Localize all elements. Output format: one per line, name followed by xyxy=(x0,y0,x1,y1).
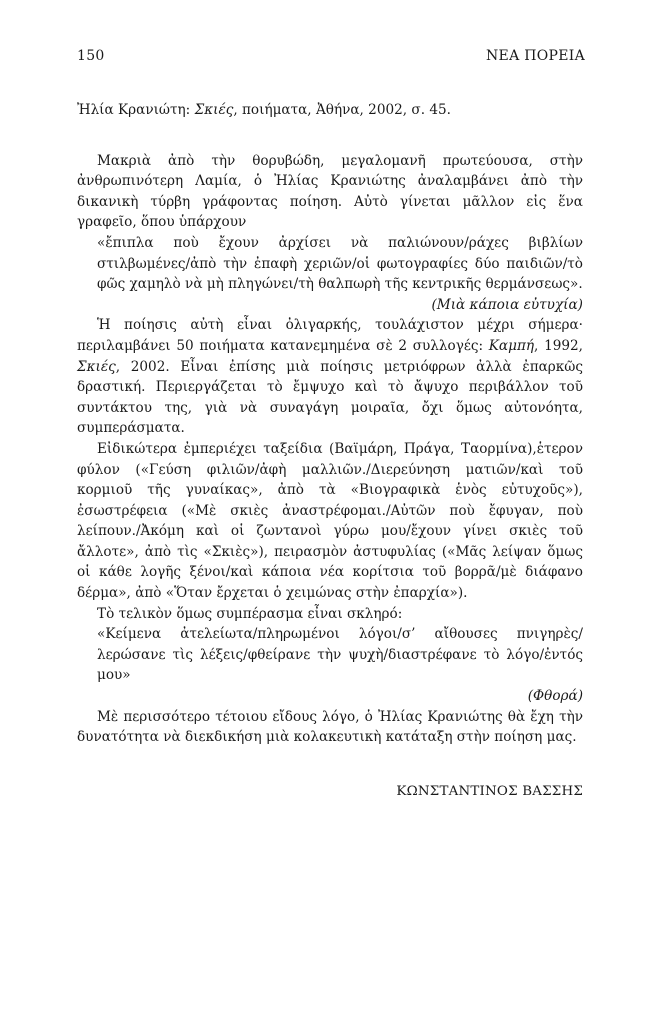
paragraph-closing: Μὲ περισσότερο τέτοιου εἴδους λόγο, ὁ Ἠλίας Κρανιώτης θὰ ἔχη τὴν δυνατότητα νὰ διεκδικήση μιὰ κολακευτικὴ κατάταξη στὴν ποίηση μας. xyxy=(77,708,583,746)
paragraph-conclusion-lead: Τὸ τελικὸν ὅμως συμπέρασμα εἶναι σκληρό: xyxy=(97,605,403,622)
collection-title-1: Καμπή xyxy=(488,337,535,354)
quote-1: «ἔπιπλα ποὺ ἔχουν ἀρχίσει νὰ παλιώνουν/ράχες βιβλίων στιλβωμένες/ἀπὸ τὴν ἐπαφὴ χεριῶν/οἱ φωτογραφίες δύο παιδιῶν/τὸ φῶς χαμηλὸ νὰ μὴ πληγώνει/τὴ θαλπωρὴ τῆς κεντρικῆς θερμάνσεως». xyxy=(97,234,583,293)
citation-title: Σκιές xyxy=(194,102,234,118)
paragraph-collections-text-a: Ἡ ποίησις αὐτὴ εἶναι ὀλιγαρκής, τουλάχιστον μέχρι σήμερα· περιλαμβάνει 50 ποιήματα κατανεμημένα σὲ 2 συλλογές: xyxy=(77,317,583,354)
citation-details: , ποιήματα, Ἀθήνα, 2002, σ. 45. xyxy=(233,102,451,118)
review-body xyxy=(77,100,583,802)
quote-1-source: (Μιὰ κάποια εὐτυχία) xyxy=(431,296,583,313)
book-citation xyxy=(77,100,583,121)
paragraph-themes: Εἰδικώτερα ἐμπεριέχει ταξείδια (Βαϊμάρη, Πράγα, Ταορμίνα),ἑτερον φύλον («Γεύση φιλιῶν/ἀφὴ μαλλιῶν./Διερεύνηση ματιῶν/καὶ τοῦ κορμιοῦ τῆς γυναίκας», ἀπὸ τὰ «Βιογραφικὰ ἑνὸς εὐτυχοῦς»), ἐσωστρέφεια («Μὲ σκιὲς ἀναστρέφομαι./Αὐτῶν ποὺ ἔφυγαν, ποὺ λείπουν./Ἀκόμη καὶ οἱ ζωντανοὶ γύρω μου/ἔχουν γίνει σκιὲς τοῦ ἄλλοτε», ἀπὸ τὶς «Σκιὲς»), πειρασμὸν ἀστυφυλίας («Μᾶς λείψαν ὅμως οἱ κάθε λογῆς ξένοι/καὶ κάποια νέα κορίτσια τοῦ βορρᾶ/μὲ διάφανο δέρμα», ἀπὸ «Ὅταν ἔρχεται ὁ χειμώνας στὴν ἐπαρχία»). xyxy=(77,440,583,602)
page-number: 150 xyxy=(77,48,105,64)
citation-author: Ἠλία Κρανιώτη: xyxy=(77,102,195,118)
quote-2-source: (Φθορά) xyxy=(527,688,583,705)
collection-title-2: Σκιές xyxy=(77,358,116,375)
paragraph-collections-text-c: , 2002. Εἶναι ἐπίσης μιὰ ποίησις μετριόφρων ἀλλὰ ἐπαρκῶς δραστική. Περιεργάζεται τὸ ἔμψυχο καὶ τὸ ἄψυχο περιβάλλον τοῦ συντάκτου της, γιὰ νὰ συναγάγη μοιραῖα, ὄχι ὅμως αὐτονόητα, συμπεράσματα. xyxy=(77,358,583,437)
paragraph-intro: Μακριὰ ἀπὸ τὴν θορυβώδη, μεγαλομανῆ πρωτεύουσα, στὴν ἀνθρωπινότερη Λαμία, ὁ Ἠλίας Κρανιώτης ἀναλαμβάνει ἀπὸ τὴν δικανικὴ τύρβη γράφοντας ποίηση. Αὐτὸ γίνεται μᾶλλον εἰς ἕνα γραφεῖο, ὅπου ὑπάρχουν xyxy=(77,152,583,231)
paragraph-collections xyxy=(77,315,583,439)
paragraph-collections-text-b: , 1992, xyxy=(534,337,583,354)
running-header: ΝΕΑ ΠΟΡΕΙΑ xyxy=(486,48,585,64)
quote-2: «Κείμενα ἀτελείωτα/πληρωμένοι λόγοι/σ’ αἴθουσες πνιγηρὲς/λερώσανε τὶς λέξεις/φθείρανε τὴν ψυχὴ/διαστρέφανε τὸ λόγο/ἐντός μου» xyxy=(97,626,583,684)
author-signature: ΚΩΝΣΤΑΝΤΙΝΟΣ ΒΑΣΣΗΣ xyxy=(396,783,583,799)
